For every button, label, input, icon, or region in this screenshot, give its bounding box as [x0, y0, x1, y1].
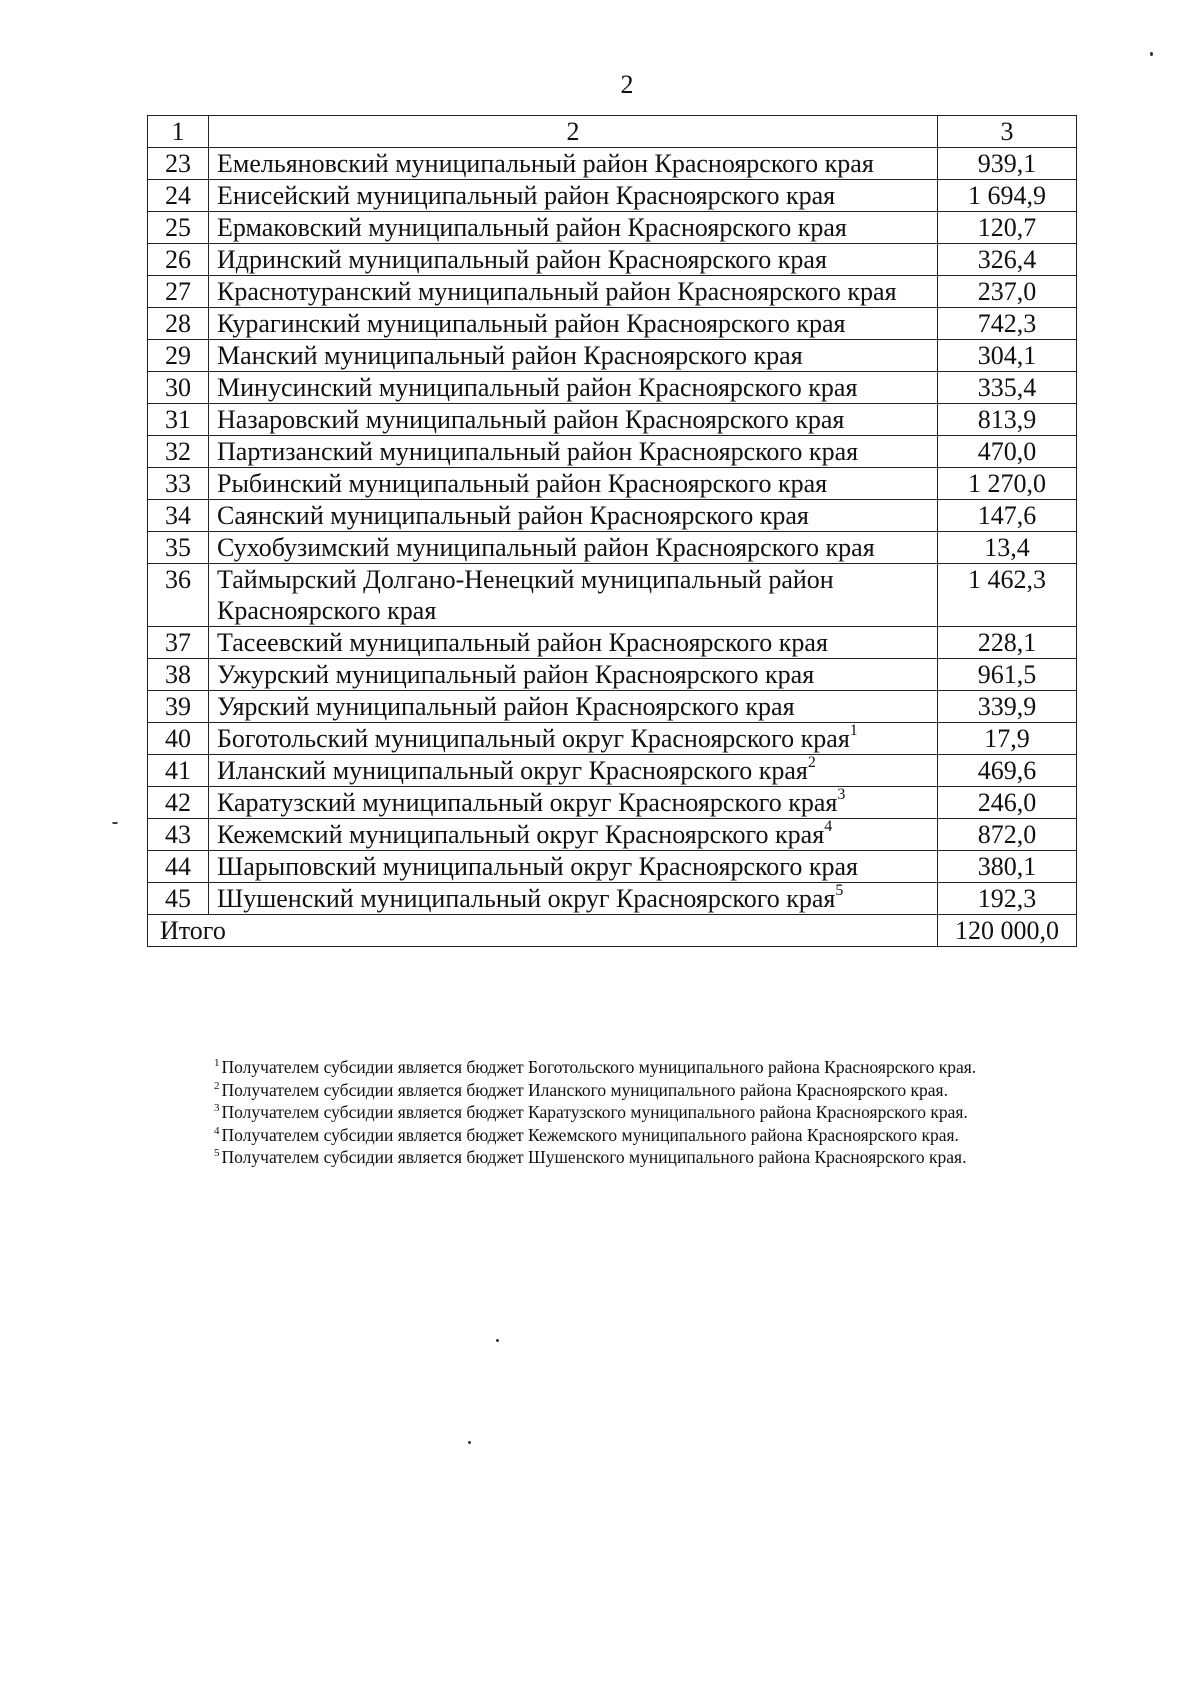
row-municipality-cell: [209, 468, 938, 500]
row-number: 40: [148, 723, 209, 755]
row-municipality-cell: [209, 436, 938, 468]
row-municipality-cell: [209, 340, 938, 372]
row-value: 326,4: [938, 244, 1077, 276]
row-municipality-cell: [209, 500, 938, 532]
footnote-reference: 3: [837, 786, 846, 803]
row-municipality-cell: [209, 787, 938, 819]
row-number: 30: [148, 372, 209, 404]
row-value: 13,4: [938, 532, 1077, 564]
table-row: [148, 212, 1077, 244]
row-municipality-name: Саянский муниципальный район Красноярского края: [217, 501, 809, 530]
row-value: 304,1: [938, 340, 1077, 372]
row-value: 470,0: [938, 436, 1077, 468]
table-row: [148, 436, 1077, 468]
row-value: 147,6: [938, 500, 1077, 532]
table-row: [148, 468, 1077, 500]
row-municipality-cell: [209, 659, 938, 691]
footnote: [214, 1101, 1114, 1124]
row-value: 1 694,9: [938, 180, 1077, 212]
row-value: 1 462,3: [938, 564, 1077, 627]
row-number: 45: [148, 883, 209, 915]
footnote: [214, 1079, 1114, 1102]
row-municipality-name: Минусинский муниципальный район Красноярского края: [217, 373, 858, 402]
footnote-text: Получателем субсидии является бюджет Иланского муниципального района Красноярского края.: [221, 1079, 948, 1100]
footnote: [214, 1146, 1114, 1169]
table-row: [148, 564, 1077, 627]
header-col-2: 2: [209, 116, 938, 148]
row-number: 43: [148, 819, 209, 851]
table-row: [148, 819, 1077, 851]
row-value: 237,0: [938, 276, 1077, 308]
row-municipality-cell: [209, 148, 938, 180]
row-municipality-name: Ермаковский муниципальный район Красноярского края: [217, 213, 847, 242]
row-value: 872,0: [938, 819, 1077, 851]
row-value: 961,5: [938, 659, 1077, 691]
row-municipality-cell: [209, 532, 938, 564]
scan-speck: [496, 1339, 499, 1342]
table-row: [148, 532, 1077, 564]
row-number: 34: [148, 500, 209, 532]
row-municipality-cell: [209, 819, 938, 851]
row-number: 28: [148, 308, 209, 340]
row-value: 1 270,0: [938, 468, 1077, 500]
row-municipality-name: Кежемский муниципальный округ Красноярского края: [217, 820, 825, 849]
table-row: [148, 180, 1077, 212]
footnote-reference: 1: [849, 722, 858, 739]
header-col-1: 1: [148, 116, 209, 148]
row-municipality-cell: [209, 276, 938, 308]
footnote-mark: 3: [214, 1102, 220, 1114]
row-municipality-cell: [209, 404, 938, 436]
table-row: [148, 723, 1077, 755]
row-municipality-name: Курагинский муниципальный район Красноярского края: [217, 309, 846, 338]
row-municipality-cell: [209, 723, 938, 755]
row-number: 42: [148, 787, 209, 819]
row-municipality-name: Шарыповский муниципальный округ Красноярского края: [217, 852, 858, 881]
page-number: 2: [620, 70, 634, 99]
row-municipality-cell: [209, 883, 938, 915]
row-municipality-name: Шушенский муниципальный округ Красноярского края: [217, 884, 836, 913]
row-number: 41: [148, 755, 209, 787]
footnote: [214, 1056, 1114, 1079]
row-number: 27: [148, 276, 209, 308]
row-municipality-cell: [209, 755, 938, 787]
row-number: 33: [148, 468, 209, 500]
row-municipality-cell: [209, 372, 938, 404]
footnote-text: Получателем субсидии является бюджет Шушенского муниципального района Красноярского края.: [221, 1147, 967, 1167]
row-number: 31: [148, 404, 209, 436]
row-municipality-name: Назаровский муниципальный район Красноярского края: [217, 405, 845, 434]
table-row: [148, 851, 1077, 883]
row-value: 228,1: [938, 627, 1077, 659]
row-municipality-name: Каратузский муниципальный округ Красноярского края: [217, 788, 838, 817]
row-number: 24: [148, 180, 209, 212]
row-value: 335,4: [938, 372, 1077, 404]
table-row: [148, 148, 1077, 180]
footnote-reference: 5: [835, 882, 844, 899]
table-row: [148, 404, 1077, 436]
scan-speck: [112, 822, 118, 824]
row-municipality-name: Емельяновский муниципальный район Красноярского края: [217, 149, 874, 178]
row-number: 35: [148, 532, 209, 564]
table-row: [148, 340, 1077, 372]
row-value: 939,1: [938, 148, 1077, 180]
table-row: [148, 691, 1077, 723]
table-row: [148, 308, 1077, 340]
row-number: 29: [148, 340, 209, 372]
footnote-text: Получателем субсидии является бюджет Каратузского муниципального района Красноярского края.: [221, 1102, 968, 1122]
row-municipality-name: Манский муниципальный район Красноярского края: [217, 341, 803, 370]
row-number: 39: [148, 691, 209, 723]
row-municipality-name: Партизанский муниципальный район Красноярского края: [217, 437, 859, 466]
table-row: [148, 244, 1077, 276]
footnote-mark: 4: [214, 1124, 220, 1137]
row-municipality-name: Краснотуранский муниципальный район Красноярского края: [217, 277, 897, 306]
row-municipality-name: Рыбинский муниципальный район Красноярского края: [217, 469, 828, 498]
row-number: 37: [148, 627, 209, 659]
row-number: 25: [148, 212, 209, 244]
row-municipality-name: Сухобузимский муниципальный район Красноярского края: [217, 533, 875, 562]
row-municipality-cell: [209, 212, 938, 244]
row-municipality-name: Иланский муниципальный округ Красноярского края: [217, 756, 808, 785]
footnote: [214, 1124, 1114, 1147]
footnote-reference: 4: [824, 818, 833, 835]
footnote-text: Получателем субсидии является бюджет Кежемского муниципального района Красноярского края.: [221, 1124, 959, 1145]
row-municipality-cell: [209, 308, 938, 340]
row-number: 38: [148, 659, 209, 691]
row-value: 17,9: [938, 723, 1077, 755]
scan-speck: [468, 1441, 471, 1444]
row-number: 36: [148, 564, 209, 627]
table-row: [148, 787, 1077, 819]
row-municipality-name: Тасеевский муниципальный район Красноярского края: [217, 628, 828, 657]
row-value: 380,1: [938, 851, 1077, 883]
row-value: 469,6: [938, 755, 1077, 787]
row-municipality-cell: [209, 244, 938, 276]
table-header-row: [148, 116, 1077, 148]
row-municipality-name: Ужурский муниципальный район Красноярского края: [217, 660, 815, 689]
total-label: Итого: [148, 915, 938, 947]
subsidy-table: [147, 115, 1077, 947]
row-number: 26: [148, 244, 209, 276]
row-municipality-cell: [209, 851, 938, 883]
row-value: 246,0: [938, 787, 1077, 819]
row-municipality-name: Боготольский муниципальный округ Красноярского края: [217, 724, 850, 753]
row-municipality-name: Енисейский муниципальный район Красноярского края: [217, 181, 836, 210]
row-number: 44: [148, 851, 209, 883]
row-municipality-cell: [209, 691, 938, 723]
row-value: 120,7: [938, 212, 1077, 244]
table-row: [148, 883, 1077, 915]
table-row: [148, 659, 1077, 691]
header-col-3: 3: [938, 116, 1077, 148]
row-value: 192,3: [938, 883, 1077, 915]
row-value: 742,3: [938, 308, 1077, 340]
row-municipality-cell: [209, 180, 938, 212]
footnote-reference: 2: [807, 754, 816, 771]
table-row: [148, 500, 1077, 532]
row-municipality-cell: [209, 627, 938, 659]
footnote-mark: 2: [214, 1079, 220, 1092]
total-value: 120 000,0: [938, 915, 1077, 947]
table-row: [148, 372, 1077, 404]
row-value: 339,9: [938, 691, 1077, 723]
footnote-mark: 5: [214, 1147, 220, 1159]
footnote-mark: 1: [214, 1057, 220, 1069]
row-municipality-cell: [209, 564, 938, 627]
scan-speck: [1150, 52, 1153, 56]
table-row: [148, 627, 1077, 659]
footnote-text: Получателем субсидии является бюджет Боготольского муниципального района Красноярского края.: [221, 1057, 977, 1077]
table-body: [148, 116, 1077, 947]
row-municipality-name: Уярский муниципальный район Красноярского края: [217, 692, 795, 721]
row-number: 23: [148, 148, 209, 180]
footnotes: [214, 1056, 1114, 1169]
row-number: 32: [148, 436, 209, 468]
row-municipality-name: Идринский муниципальный район Красноярского края: [217, 245, 827, 274]
row-value: 813,9: [938, 404, 1077, 436]
table-row: [148, 276, 1077, 308]
table-row: [148, 755, 1077, 787]
total-row: [148, 915, 1077, 947]
row-municipality-name: Таймырский Долгано-Ненецкий муниципальный район Красноярского края: [217, 565, 834, 625]
